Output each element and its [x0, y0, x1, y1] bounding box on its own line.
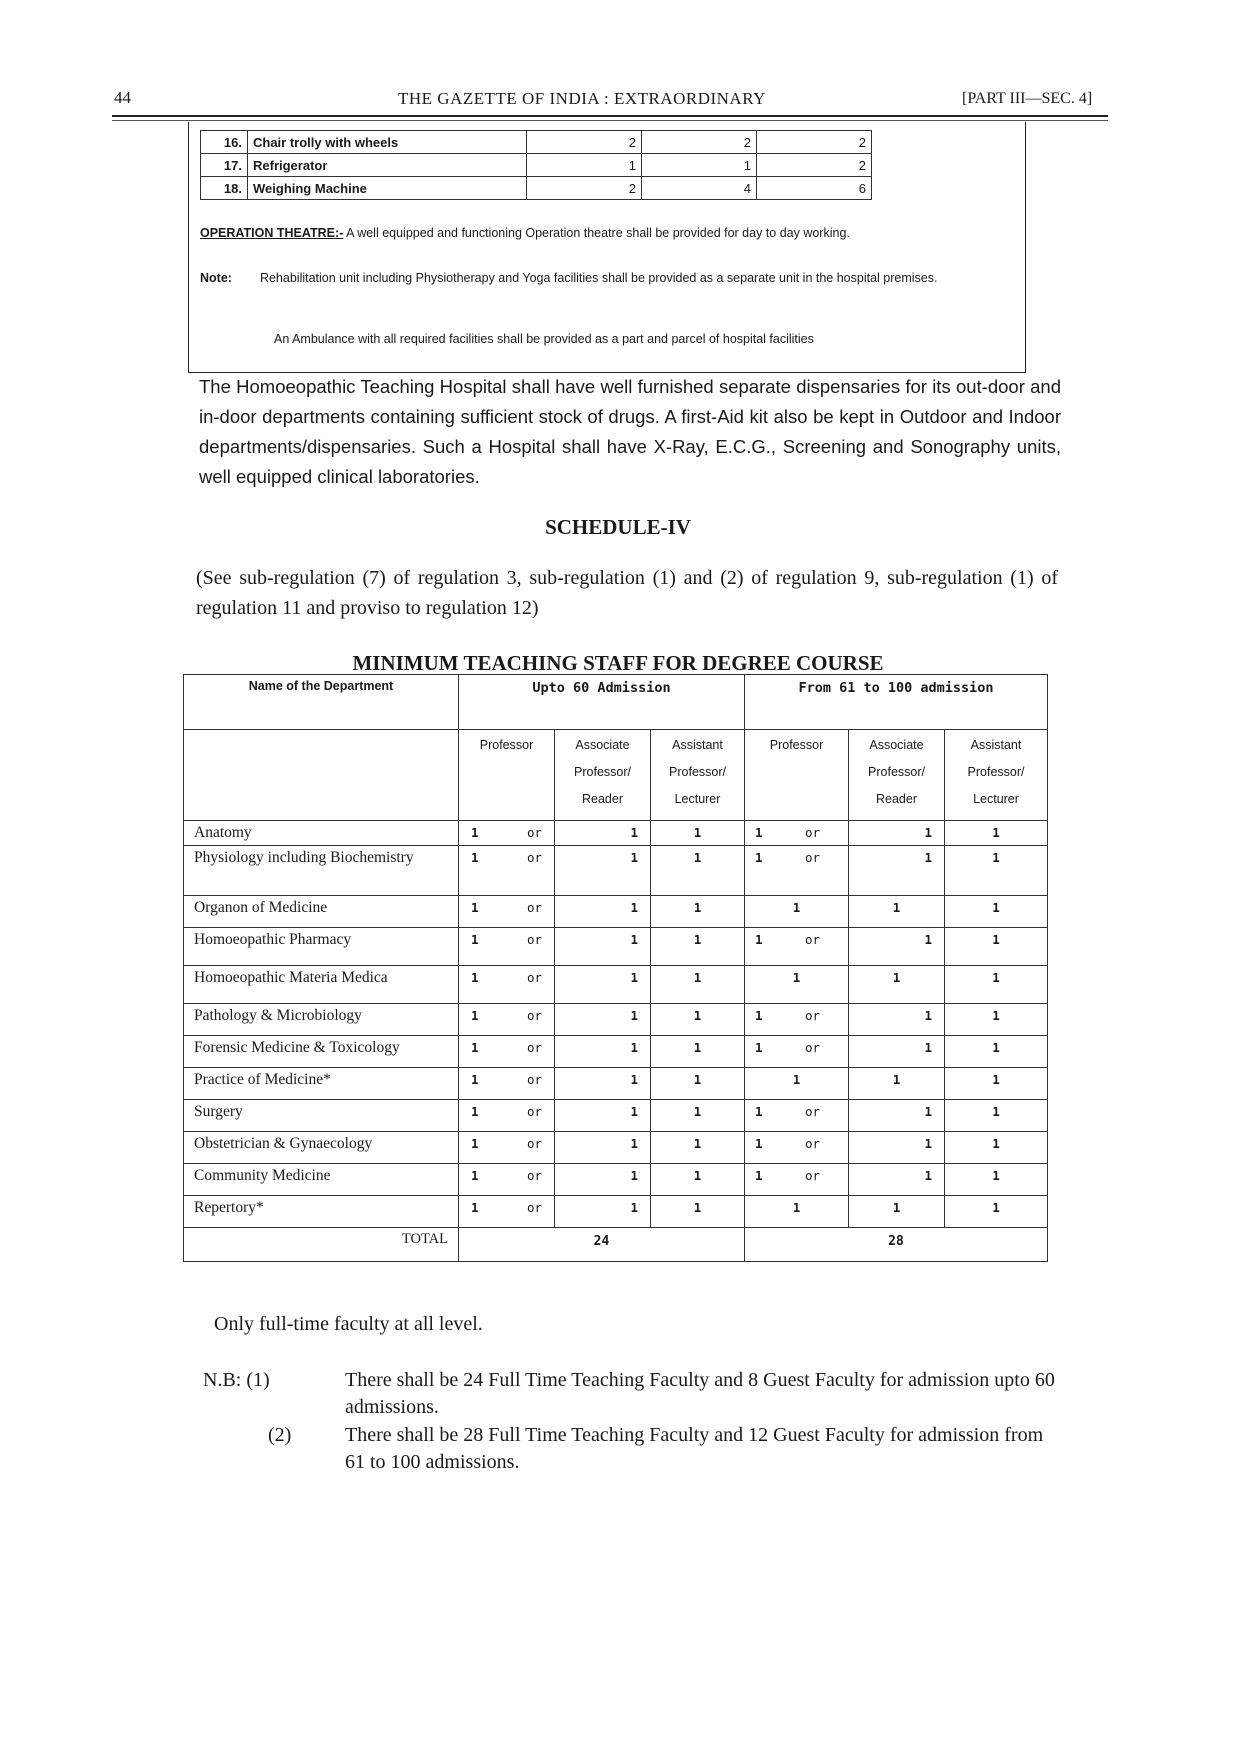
department-name: Practice of Medicine* — [184, 1068, 459, 1100]
department-name: Homoeopathic Pharmacy — [184, 928, 459, 966]
total-group1: 24 — [459, 1228, 745, 1262]
g1-professor-cell — [459, 1132, 555, 1164]
department-row — [184, 1132, 1048, 1164]
or-text: or — [805, 1136, 821, 1151]
department-row — [184, 928, 1048, 966]
g2-professor-cell — [745, 1100, 849, 1132]
g1-assistant-cell: 1 — [651, 1164, 745, 1196]
professor-count: 1 — [755, 850, 763, 865]
g1-associate-cell: 1 — [555, 1132, 651, 1164]
professor-count: 1 — [471, 1168, 479, 1183]
professor-count: 1 — [755, 1104, 763, 1119]
department-name: Physiology including Biochemistry — [184, 846, 459, 896]
or-text: or — [527, 850, 543, 865]
g2-assistant-cell: 1 — [945, 1132, 1048, 1164]
g1-associate-cell: 1 — [555, 1100, 651, 1132]
equipment-row — [201, 154, 872, 177]
professor-count: 1 — [755, 1136, 763, 1151]
g1-associate-cell: 1 — [555, 1004, 651, 1036]
operation-theatre-text: A well equipped and functioning Operation theatre shall be provided for day to day working. — [346, 226, 850, 240]
ambulance-note: An Ambulance with all required facilities shall be provided as a part and parcel of hospital facilities — [274, 332, 814, 346]
g1-assistant-cell: 1 — [651, 1100, 745, 1132]
professor-count: 1 — [471, 825, 479, 840]
equipment-value: 2 — [757, 131, 872, 154]
note-label: Note: — [200, 271, 232, 285]
operation-theatre-label: OPERATION THEATRE:- — [200, 226, 344, 240]
equipment-serial: 16. — [201, 131, 248, 154]
note-text: Rehabilitation unit including Physiotherapy and Yoga facilities shall be provided as a separate unit in the hospital premises. — [259, 271, 938, 285]
professor-count: 1 — [755, 825, 763, 840]
g2-professor-cell — [745, 1004, 849, 1036]
or-text: or — [805, 1168, 821, 1183]
g2-assistant-cell: 1 — [945, 1036, 1048, 1068]
g1-assistant-cell: 1 — [651, 1036, 745, 1068]
g2-associate-cell: 1 — [849, 896, 945, 928]
department-row — [184, 821, 1048, 846]
professor-count: 1 — [471, 1008, 479, 1023]
department-row — [184, 846, 1048, 896]
g1-associate-cell: 1 — [555, 1164, 651, 1196]
g2-associate-cell: 1 — [849, 821, 945, 846]
g2-assistant-header: Assistant Professor/ Lecturer — [945, 730, 1048, 821]
g1-assistant-cell: 1 — [651, 1196, 745, 1228]
g2-associate-cell: 1 — [849, 1100, 945, 1132]
g1-assistant-cell: 1 — [651, 928, 745, 966]
professor-count: 1 — [471, 1072, 479, 1087]
department-row — [184, 1036, 1048, 1068]
dept-header-blank — [184, 730, 459, 821]
department-row — [184, 966, 1048, 1004]
g2-professor-cell: 1 — [745, 966, 849, 1004]
or-text: or — [805, 850, 821, 865]
department-row — [184, 1196, 1048, 1228]
group1-header: Upto 60 Admission — [459, 675, 745, 730]
equipment-name: Weighing Machine — [248, 177, 527, 200]
equipment-serial: 18. — [201, 177, 248, 200]
g1-professor-header: Professor — [459, 730, 555, 821]
professor-count: 1 — [755, 1008, 763, 1023]
g1-professor-cell — [459, 1036, 555, 1068]
teaching-staff-table — [183, 674, 1048, 1262]
g1-professor-cell — [459, 1004, 555, 1036]
g2-professor-cell: 1 — [745, 896, 849, 928]
group2-header: From 61 to 100 admission — [745, 675, 1048, 730]
professor-count: 1 — [755, 932, 763, 947]
g2-professor-header: Professor — [745, 730, 849, 821]
department-name: Anatomy — [184, 821, 459, 846]
department-name: Homoeopathic Materia Medica — [184, 966, 459, 1004]
g1-professor-cell — [459, 1068, 555, 1100]
g2-professor-cell: 1 — [745, 1068, 849, 1100]
g2-associate-cell: 1 — [849, 966, 945, 1004]
g2-assistant-cell: 1 — [945, 1196, 1048, 1228]
equipment-name: Chair trolly with wheels — [248, 131, 527, 154]
or-text: or — [527, 825, 543, 840]
equipment-value: 6 — [757, 177, 872, 200]
nb-item-2: There shall be 28 Full Time Teaching Faculty and 12 Guest Faculty for admission from 61 to 100 admissions. — [345, 1424, 1044, 1473]
g2-professor-cell — [745, 821, 849, 846]
department-row — [184, 896, 1048, 928]
g2-professor-cell — [745, 1164, 849, 1196]
dept-header: Name of the Department — [184, 675, 459, 730]
g1-professor-cell — [459, 896, 555, 928]
g1-professor-cell — [459, 846, 555, 896]
g2-associate-cell: 1 — [849, 1132, 945, 1164]
or-text: or — [527, 1072, 543, 1087]
department-row — [184, 1068, 1048, 1100]
g1-professor-cell — [459, 821, 555, 846]
g2-assistant-cell: 1 — [945, 846, 1048, 896]
or-text: or — [527, 932, 543, 947]
department-name: Community Medicine — [184, 1164, 459, 1196]
g2-assistant-cell: 1 — [945, 966, 1048, 1004]
professor-count: 1 — [471, 1104, 479, 1119]
g1-assistant-cell: 1 — [651, 1068, 745, 1100]
g1-associate-cell: 1 — [555, 846, 651, 896]
g2-associate-cell: 1 — [849, 1164, 945, 1196]
g2-assistant-cell: 1 — [945, 1100, 1048, 1132]
equipment-value: 2 — [757, 154, 872, 177]
professor-count: 1 — [471, 900, 479, 915]
g2-associate-cell: 1 — [849, 1004, 945, 1036]
schedule-subtitle: (See sub-regulation (7) of regulation 3, sub-regulation (1) and (2) of regulation 9, sub-regulation (1) of regulation 11 and proviso to regulation 12) — [196, 567, 1058, 619]
g2-assistant-cell: 1 — [945, 1164, 1048, 1196]
or-text: or — [805, 825, 821, 840]
g2-associate-cell: 1 — [849, 928, 945, 966]
header-rule-thin — [112, 120, 1108, 121]
or-text: or — [805, 1104, 821, 1119]
g1-professor-cell — [459, 928, 555, 966]
g1-assistant-header: Assistant Professor/ Lecturer — [651, 730, 745, 821]
department-name: Pathology & Microbiology — [184, 1004, 459, 1036]
full-time-note: Only full-time faculty at all level. — [214, 1313, 483, 1335]
equipment-value: 4 — [642, 177, 757, 200]
department-name: Repertory* — [184, 1196, 459, 1228]
or-text: or — [527, 900, 543, 915]
schedule-title: SCHEDULE-IV — [545, 515, 691, 539]
or-text: or — [805, 1008, 821, 1023]
professor-count: 1 — [471, 850, 479, 865]
or-text: or — [805, 932, 821, 947]
department-name: Obstetrician & Gynaecology — [184, 1132, 459, 1164]
professor-count: 1 — [471, 932, 479, 947]
g2-professor-cell — [745, 846, 849, 896]
g2-associate-cell: 1 — [849, 1196, 945, 1228]
g1-assistant-cell: 1 — [651, 896, 745, 928]
g1-professor-cell — [459, 1196, 555, 1228]
or-text: or — [805, 1040, 821, 1055]
g2-assistant-cell: 1 — [945, 821, 1048, 846]
or-text: or — [527, 1008, 543, 1023]
hospital-paragraph: The Homoeopathic Teaching Hospital shall have well furnished separate dispensaries for its out-door and in-door departments containing sufficient stock of drugs. A first-Aid kit also be kept in Outdoor and Indoor departments/dispensaries. Such a Hospital shall have X-Ray, E.C.G., Screening and Sonography units, well equipped clinical laboratories. — [199, 376, 1061, 487]
equipment-row — [201, 131, 872, 154]
or-text: or — [527, 1040, 543, 1055]
g1-associate-cell: 1 — [555, 896, 651, 928]
or-text: or — [527, 1200, 543, 1215]
g2-professor-cell: 1 — [745, 1196, 849, 1228]
g2-assistant-cell: 1 — [945, 896, 1048, 928]
equipment-serial: 17. — [201, 154, 248, 177]
equipment-value: 1 — [642, 154, 757, 177]
total-group2: 28 — [745, 1228, 1048, 1262]
or-text: or — [527, 1136, 543, 1151]
g1-assistant-cell: 1 — [651, 846, 745, 896]
total-label: TOTAL — [184, 1228, 459, 1262]
gazette-part: [PART III—SEC. 4] — [962, 90, 1093, 107]
g1-professor-cell — [459, 1164, 555, 1196]
department-name: Surgery — [184, 1100, 459, 1132]
g2-associate-header: Associate Professor/ Reader — [849, 730, 945, 821]
header-rule — [112, 115, 1108, 117]
department-row — [184, 1100, 1048, 1132]
g2-professor-cell — [745, 1132, 849, 1164]
rehabilitation-note — [200, 268, 1018, 289]
g1-associate-cell: 1 — [555, 1068, 651, 1100]
professor-count: 1 — [755, 1040, 763, 1055]
g1-associate-cell: 1 — [555, 821, 651, 846]
g2-associate-cell: 1 — [849, 1036, 945, 1068]
or-text: or — [527, 970, 543, 985]
or-text: or — [527, 1168, 543, 1183]
g1-professor-cell — [459, 1100, 555, 1132]
g1-associate-cell: 1 — [555, 1036, 651, 1068]
g2-assistant-cell: 1 — [945, 1004, 1048, 1036]
equipment-value: 2 — [527, 177, 642, 200]
g1-associate-header: Associate Professor/ Reader — [555, 730, 651, 821]
g1-associate-cell: 1 — [555, 928, 651, 966]
g1-associate-cell: 1 — [555, 1196, 651, 1228]
equipment-value: 2 — [527, 131, 642, 154]
g1-assistant-cell: 1 — [651, 1004, 745, 1036]
equipment-name: Refrigerator — [248, 154, 527, 177]
professor-count: 1 — [471, 1040, 479, 1055]
g1-professor-cell — [459, 966, 555, 1004]
g1-assistant-cell: 1 — [651, 966, 745, 1004]
professor-count: 1 — [471, 1200, 479, 1215]
staff-table-title: MINIMUM TEACHING STAFF FOR DEGREE COURSE — [352, 651, 884, 675]
equipment-value: 1 — [527, 154, 642, 177]
g2-professor-cell — [745, 928, 849, 966]
professor-count: 1 — [471, 1136, 479, 1151]
g1-assistant-cell: 1 — [651, 821, 745, 846]
g2-professor-cell — [745, 1036, 849, 1068]
department-row — [184, 1004, 1048, 1036]
department-name: Forensic Medicine & Toxicology — [184, 1036, 459, 1068]
operation-theatre-note — [200, 226, 850, 240]
equipment-value: 2 — [642, 131, 757, 154]
nb-label: N.B: (1) — [203, 1369, 270, 1391]
page-number: 44 — [114, 88, 131, 107]
nb-item-1: There shall be 24 Full Time Teaching Faculty and 8 Guest Faculty for admission upto 60 admissions. — [345, 1369, 1055, 1418]
g1-associate-cell: 1 — [555, 966, 651, 1004]
department-row — [184, 1164, 1048, 1196]
g2-associate-cell: 1 — [849, 846, 945, 896]
g2-associate-cell: 1 — [849, 1068, 945, 1100]
or-text: or — [527, 1104, 543, 1119]
total-row — [184, 1228, 1048, 1262]
g1-assistant-cell: 1 — [651, 1132, 745, 1164]
nb-label-2: (2) — [268, 1424, 292, 1446]
g2-assistant-cell: 1 — [945, 928, 1048, 966]
g2-assistant-cell: 1 — [945, 1068, 1048, 1100]
department-name: Organon of Medicine — [184, 896, 459, 928]
equipment-table — [200, 130, 872, 200]
professor-count: 1 — [755, 1168, 763, 1183]
equipment-row — [201, 177, 872, 200]
professor-count: 1 — [471, 970, 479, 985]
gazette-title: THE GAZETTE OF INDIA : EXTRAORDINARY — [398, 89, 766, 108]
